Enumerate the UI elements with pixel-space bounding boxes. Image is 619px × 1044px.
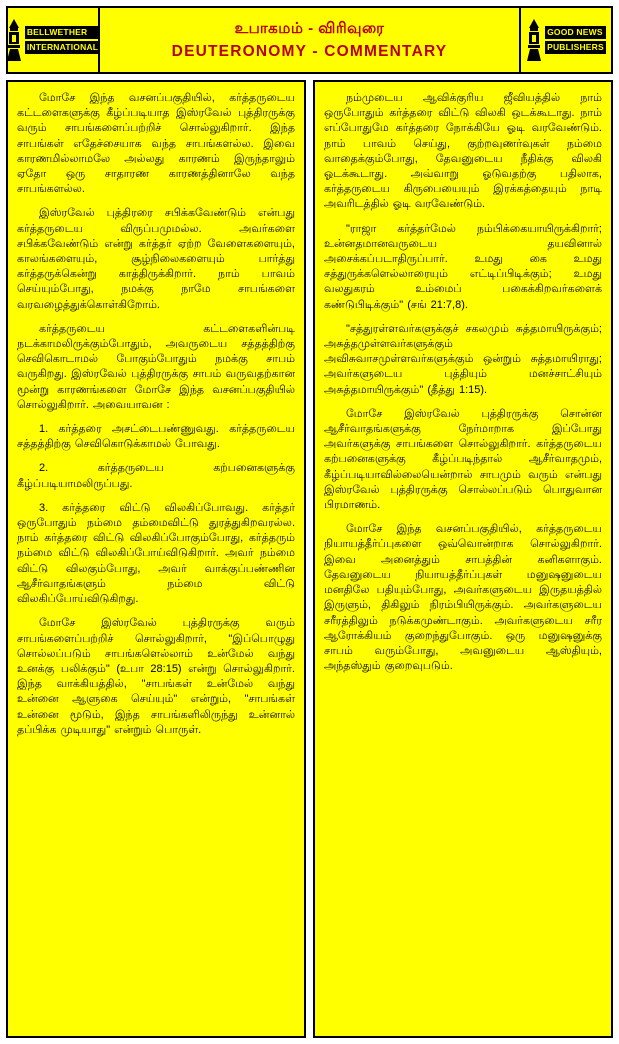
bell-tower-icon (526, 19, 542, 61)
logo-good-news-publishers (519, 8, 611, 72)
page-title-tamil: உபாகமம் - விரிவுரை (234, 19, 385, 37)
body-columns (6, 80, 613, 1038)
paragraph: மோசே இந்த வசனப்பகுதியில், கர்த்தருடைய கட்டளைகளுக்கு கீழ்ப்படியாத இஸ்ரவேல் புத்திரருக்கு வரும் சாபங்களைப்பற்றிச் சொல்லுகிறார். இந்த சாபங்கள் எதேச்சையாக வந்த சாபங்களல்ல. இவை காரணமில்லாமலே அல்லது காரணம் இருந்தாலும் ஏதோ ஒரு சாதாரண காரணத்தினாலே வந்த சாபங்களல்ல. (17, 92, 295, 196)
list-item: 2. கர்த்தருடைய கற்பனைகளுக்கு கீழ்ப்படியாமலிருப்பது. (17, 462, 295, 490)
page-title-english: DEUTERONOMY - COMMENTARY (171, 42, 448, 60)
page-header (6, 6, 613, 74)
paragraph: நம்முடைய ஆவிக்குரிய ஜீவியத்தில் நாம் ஒருபோதும் கர்த்தரை விட்டு விலகி ஒடக்கூடாது. நாம் எப்போதுமே கர்த்தரை நோக்கியே ஓடி வரவேண்டும். நாம் பாவம் செய்து, குற்றவுணர்வுகள் நம்மை வாதைக்கும்போது, தேவனுடைய நீதிக்கு விலகி ஓடக்கூடாது. அவ்வாறு ஓடுவதற்கு பதிலாக, கர்த்தருடைய கிருபையையும் இரக்கத்தையும் நாடி அவரிடத்தில் ஓடி வரவேண்டும். (324, 92, 602, 211)
paragraph: மோசே இஸ்ரவேல் புத்திரருக்கு சொன்ன ஆசீர்வாதங்களுக்கு நேர்மாறாக இப்போது அவர்களுக்கு சாபங்களை சொல்லுகிறார். கர்த்தருடைய கற்பனைகளுக்கு கீழ்ப்படிந்தால் ஆசீர்வாதமும், கீழ்ப்படியாவில்லையென்றால் சாபமும் வரும் என்பது இஸ்ரவேல் புத்திரருக்கு சொல்லப்படும் பொதுவான பிரமாணம். (324, 407, 602, 512)
column-left (6, 80, 306, 1038)
paragraph: மோசே இஸ்ரவேல் புத்திரருக்கு வரும் சாபங்களைப்பற்றிச் சொல்லுகிறார், "இப்பொழுது சொல்லப்படும் சாபங்களெல்லாம் உன்மேல் வந்து உனக்கு பலிக்கும்" (உபா 28:15) என்று சொல்லுகிறார். இந்த வாக்கியத்தில், "சாபங்கள் உன்மேல் வந்து உன்னை ஆளுகை செய்யும்" என்றும், "சாபங்கள் உன்னை மூடும், இந்த சாபங்களிலிருந்து உன்னால் தப்பிக்க முடியாது" என்றும் பொருள். (17, 617, 295, 736)
column-right (313, 80, 613, 1038)
logo-line-2: INTERNATIONAL (26, 42, 99, 52)
scripture-quote: "சத்துரள்ளவர்களுக்குச் சகலமும் சுத்தமாயிருக்கும்; அசுத்தமுள்ளவர்களுக்கும் அவிசுவாசமுள்ளவர்களுக்கும் ஒன்றும் சுத்தமாயிராது; அவர்களுடைய புத்தியும் மனச்சாட்சியும் அசுத்தமாயிருக்கும்" (தீத்து 1:15). (324, 322, 602, 396)
logo-line-2: PUBLISHERS (547, 42, 604, 52)
logo-line-1: BELLWETHER (25, 26, 100, 39)
list-item: 3. கர்த்தரை விட்டு விலகிப்போவது. கர்த்தர் ஒருபோதும் நம்மை தம்மைவிட்டு துரத்துகிறவரல்ல. நாம் கர்த்தரை விட்டு விலகிப்போகும்போது, கர்த்தரும் நம்மை விட்டு விலகிப்போய்விடுகிறார். அவர் நம்மை விட்டு விலகும்போது, அவர் வாக்குப்பண்ணின ஆசீர்வாதங்களும் நம்மை விட்டு விலகிப்போய்விடுகிறது. (17, 501, 295, 606)
logo-line-1: GOOD NEWS (545, 26, 606, 39)
logo-bellwether-international (8, 8, 100, 72)
scripture-quote: "ராஜா கர்த்தர்மேல் நம்பிக்கையாயிருக்கிறார்; உன்னதமானவருடைய தயவினால் அசைக்கப்படாதிருப்பார். உமது கை உமது சத்துருக்களெல்லாரையும் எட்டிப்பிடிக்கும்; உமது வலதுகரம் உம்மைப் பகைக்கிறவர்களைக் கண்டுபிடிக்கும்" (சங் 21:7,8). (324, 222, 602, 311)
paragraph: மோசே இந்த வசனப்பகுதியில், கர்த்தருடைய நியாயத்தீர்ப்புகளை ஒவ்வொன்றாக சொல்லுகிறார். இவை அனைத்தும் சாபத்தின் கனிகளாகும். தேவனுடைய நியாயத்தீர்ப்புகள் மனுஷனுடைய மனதிலே பதியும்போது, அவர்களுடைய இருதயத்தில் இருளும், திகிலும் நிரம்பியிருக்கும். அவர்களுடைய சரீரத்திலும் நடுக்கமுண்டாகும். அவர்களுடைய சரீர ஆரோக்கியம் குறைந்துபோகும். ஒரு மனுஷனுக்கு சாபம் வரும்போது, அவனுடைய ஆஸ்தியும், அந்தஸ்தும் குறைவுபடும். (324, 523, 602, 673)
bell-tower-icon (6, 19, 22, 61)
list-item: 1. கர்த்தரை அசட்டைபண்ணுவது. கர்த்தருடைய சத்தத்திற்கு செவிகொடுக்காமல் போவது. (17, 423, 295, 451)
paragraph: இஸ்ரவேல் புத்திரரை சபிக்கவேண்டும் என்பது கர்த்தருடைய விருப்பமுமல்ல. அவர்களை சபிக்கவேண்டும் என்று கர்த்தர் ஏற்ற வேளைகளையும், காலங்களையும், சூழ்நிலைகளையும் பார்த்து கர்த்தருக்கென்று காத்திருக்கிறார். நாம் பாவம் செய்யும்போது, நமக்கு நாமே சாபங்களை வரவழைத்துக்கொள்கிறோம். (17, 207, 295, 311)
header-title-block (100, 8, 519, 72)
paragraph: கர்த்தருடைய கட்டளைகளின்படி நடக்காமலிருக்கும்போதும், அவருடைய சத்தத்திற்கு செவிகொடாமல் போகும்போதும் நமக்கு சாபம் வருகிறது. இஸ்ரவேல் புத்திரருக்கு சாபம் வருவதற்கான மூன்று காரணங்களை மோசே இந்த வசனப்பகுதியில் சொல்லுகிறார். அவையாவன : (17, 322, 295, 411)
